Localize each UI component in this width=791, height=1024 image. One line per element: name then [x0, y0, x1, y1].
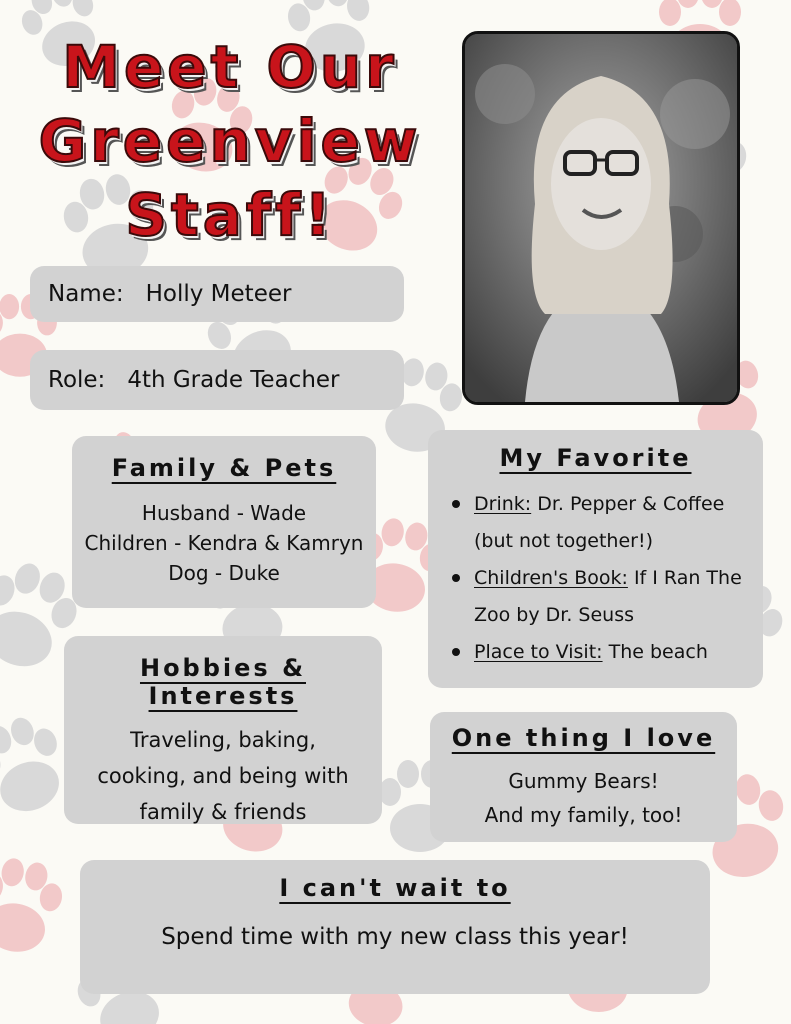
my-favorite-card [428, 430, 763, 688]
title-line-3: Staff! [125, 181, 335, 249]
favorite-key: Drink: [474, 493, 532, 515]
favorite-item [450, 560, 753, 634]
favorite-extra: (but not together!) [474, 530, 654, 552]
favorite-item [450, 634, 753, 671]
favorite-value: Dr. Pepper & Coffee [537, 493, 725, 515]
favorite-key: Children's Book: [474, 567, 628, 589]
hobbies-line: cooking, and being with [97, 764, 349, 788]
family-pets-text [72, 498, 376, 588]
one-thing-i-love-heading: One thing I love [451, 724, 716, 752]
hobbies-line: Traveling, baking, [130, 728, 316, 752]
name-label: Name: [48, 281, 124, 307]
favorite-list [428, 486, 763, 671]
cant-wait-card [80, 860, 710, 994]
family-line: Children - Kendra & Kamryn [84, 531, 364, 555]
favorite-key: Place to Visit: [474, 641, 603, 663]
staff-photo [462, 31, 740, 405]
name-field [30, 266, 404, 322]
favorite-value: If I Ran The [633, 567, 742, 589]
favorite-item [450, 486, 753, 560]
cant-wait-text: Spend time with my new class this year! [161, 924, 629, 950]
paw-print [0, 853, 67, 958]
title-line-1: Meet Our [62, 33, 398, 101]
role-value: 4th Grade Teacher [127, 367, 340, 393]
favorite-value: The beach [608, 641, 708, 663]
title-line-2: Greenview [38, 107, 422, 175]
family-pets-heading: Family & Pets [111, 454, 337, 482]
favorite-extra: Zoo by Dr. Seuss [474, 604, 635, 626]
family-pets-card [72, 436, 376, 608]
my-favorite-heading: My Favorite [499, 444, 692, 472]
cant-wait-heading: I can't wait to [279, 874, 511, 902]
role-label: Role: [48, 367, 106, 393]
love-line: Gummy Bears! [508, 769, 659, 793]
hobbies-card [64, 636, 382, 824]
family-line: Husband - Wade [141, 501, 307, 525]
hobbies-heading: Hobbies & Interests [139, 654, 306, 710]
one-thing-i-love-card [430, 712, 737, 842]
one-thing-i-love-text [430, 764, 737, 832]
family-line: Dog - Duke [168, 561, 280, 585]
role-field [30, 350, 404, 410]
hobbies-line: family & friends [139, 800, 307, 824]
name-value: Holly Meteer [145, 281, 292, 307]
page-title [20, 30, 440, 252]
love-line: And my family, too! [484, 803, 683, 827]
hobbies-text [64, 722, 382, 830]
